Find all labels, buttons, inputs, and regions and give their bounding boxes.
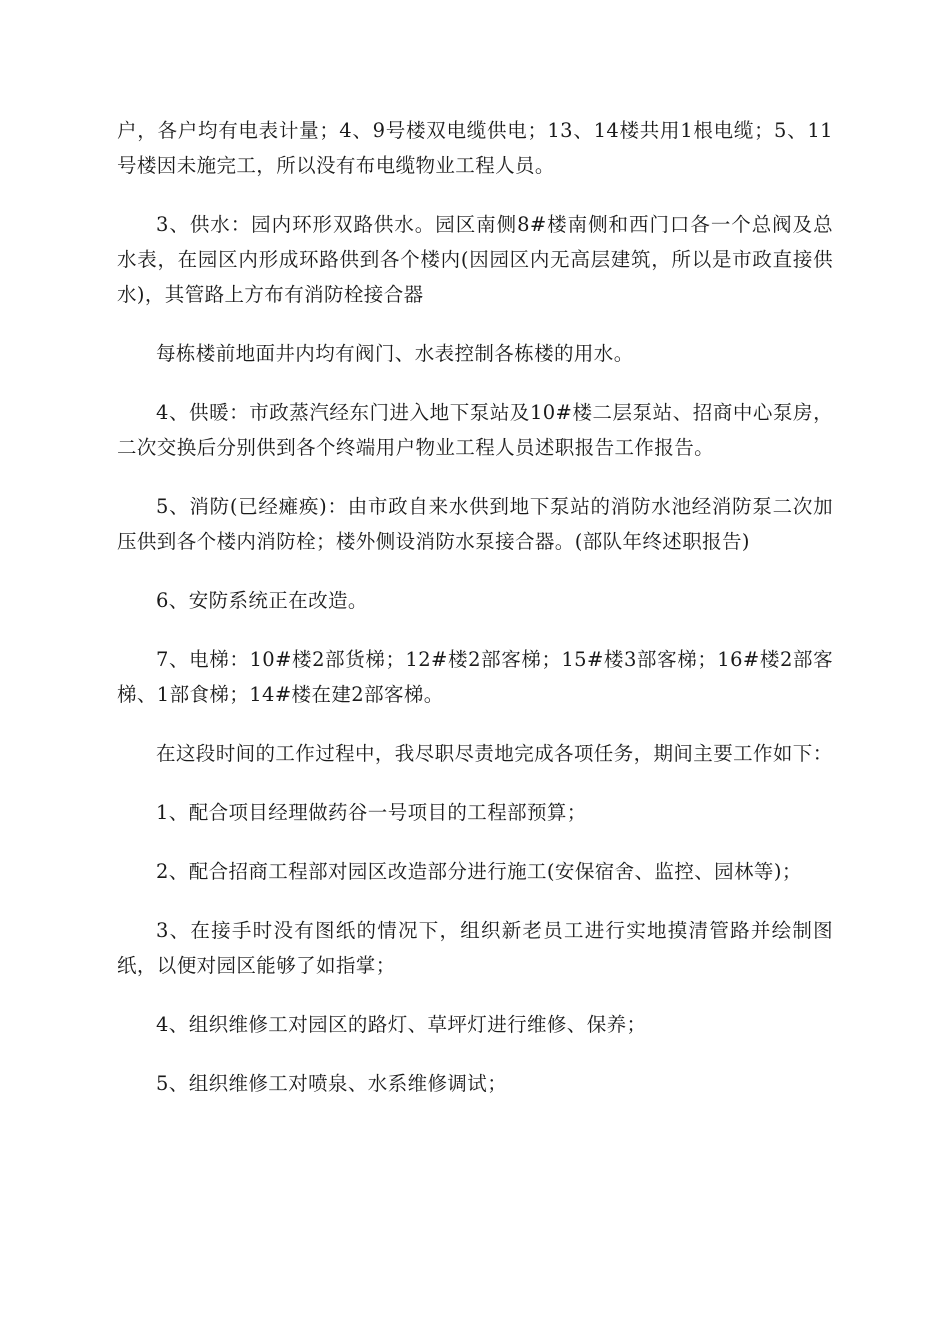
paragraph-elevators: 7、电梯：10#楼2部货梯；12#楼2部客梯；15#楼3部客梯；16#楼2部客梯、1部食梯；14#楼在建2部客梯。 [117,648,833,706]
paragraph-task-2: 2、配合招商工程部对园区改造部分进行施工(安保宿舍、监控、园林等)； [156,860,802,883]
paragraph-fire-protection: 5、消防(已经瘫痪)：由市政自来水供到地下泵站的消防水池经消防泵二次加压供到各个楼内消防栓；楼外侧设消防水泵接合器。(部队年终述职报告) [117,495,833,553]
paragraph-water-supply: 3、供水：园内环形双路供水。园区南侧8#楼南侧和西门口各一个总阀及总水表，在园区内形成环路供到各个楼内(因园区内无高层建筑，所以是市政直接供水)，其管路上方布有消防栓接合器 [117,213,833,306]
paragraph-task-3: 3、在接手时没有图纸的情况下，组织新老员工进行实地摸清管路并绘制图纸，以便对园区能够了如指掌； [117,919,833,977]
paragraph-continuation: 户，各户均有电表计量；4、9号楼双电缆供电；13、14楼共用1根电缆；5、11号楼因未施完工，所以没有布电缆物业工程人员。 [117,119,833,177]
paragraph-security-system: 6、安防系统正在改造。 [156,589,368,612]
paragraph-task-5: 5、组织维修工对喷泉、水系维修调试； [156,1072,508,1095]
paragraph-work-intro: 在这段时间的工作过程中，我尽职尽责地完成各项任务，期间主要工作如下： [156,742,833,765]
paragraph-task-4: 4、组织维修工对园区的路灯、草坪灯进行维修、保养； [156,1013,647,1036]
document-body [117,113,833,1125]
paragraph-water-meters: 每栋楼前地面井内均有阀门、水表控制各栋楼的用水。 [156,342,634,365]
paragraph-heating: 4、供暖：市政蒸汽经东门进入地下泵站及10#楼二层泵站、招商中心泵房，二次交换后分别供到各个终端用户物业工程人员述职报告工作报告。 [117,401,833,459]
paragraph-task-1: 1、配合项目经理做药谷一号项目的工程部预算； [156,801,587,824]
